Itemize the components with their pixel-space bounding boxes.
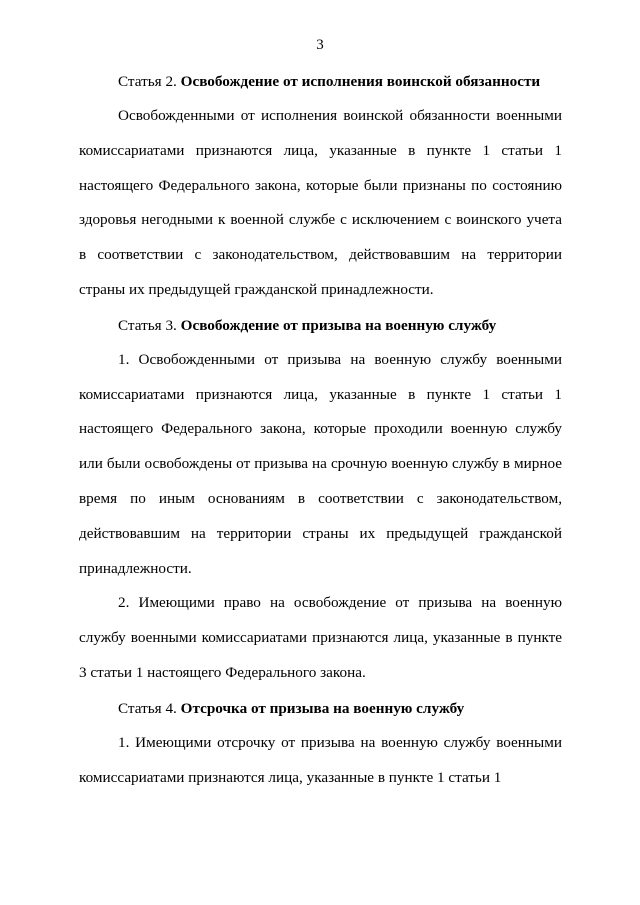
article-title: Освобождение от исполнения воинской обязанности [180, 73, 541, 90]
article-prefix: Статья 2. [118, 73, 177, 90]
article-heading [79, 308, 562, 343]
article-paragraph: Освобожденными от исполнения воинской обязанности военными комиссариатами признаются лица, указанные в пункте 1 статьи 1 настоящего Федерального закона, которые были признаны по состоянию здоровья негодными к военной службе с исключением с воинского учета в соответствии с законодательством, действовавшим на территории страны их предыдущей гражданской принадлежности. [79, 107, 562, 298]
article-heading [79, 64, 562, 99]
article-prefix: Статья 3. [118, 316, 177, 334]
article-title: Освобождение от призыва на военную службу [180, 316, 497, 334]
article-paragraph: 2. Имеющими право на освобождение от призыва на военную службу военными комиссариатами признаются лица, указанные в пункте 3 статьи 1 настоящего Федерального закона. [79, 594, 562, 681]
page-number: 3 [316, 37, 324, 53]
article-heading [79, 691, 562, 726]
article-paragraph: 1. Имеющими отсрочку от призыва на военную службу военными комиссариатами признаются лица, указанные в пункте 1 статьи 1 [79, 733, 562, 786]
article-prefix: Статья 4. [118, 699, 177, 717]
article-title: Отсрочка от призыва на военную службу [180, 699, 465, 717]
document-body [79, 64, 562, 795]
article-paragraph: 1. Освобожденными от призыва на военную службу военными комиссариатами признаются лица, указанные в пункте 1 статьи 1 настоящего Федерального закона, которые проходили военную службу или были освобождены от призыва на срочную военную службу в мирное время по иным основаниям в соответствии с законодательством, действовавшим на территории страны их предыдущей гражданской принадлежности. [79, 350, 562, 577]
